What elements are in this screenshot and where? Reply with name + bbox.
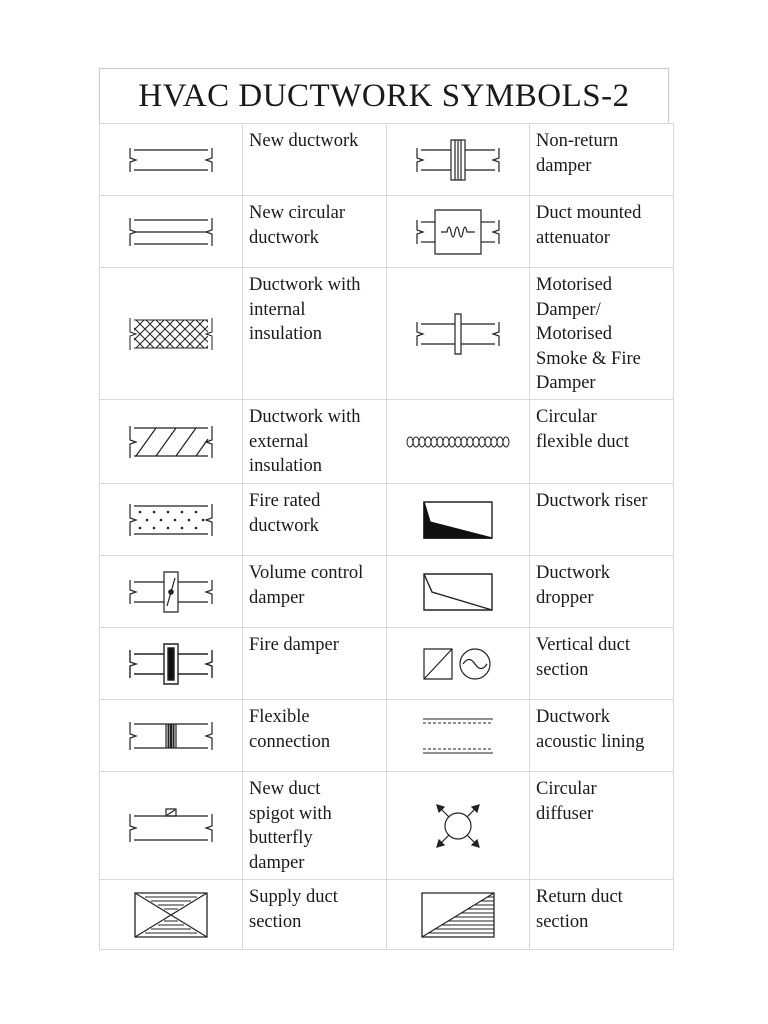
symbol-label: New duct spigot with butterfly damper — [249, 779, 332, 873]
label-cell — [530, 124, 674, 196]
symbol-cell — [100, 880, 243, 950]
table-row — [100, 484, 674, 556]
label-cell — [243, 556, 387, 628]
duct-mounted-attenuator-icon — [413, 208, 503, 256]
label-cell — [243, 400, 387, 484]
symbol-cell — [387, 772, 530, 880]
vertical-duct-section-icon — [422, 647, 494, 681]
symbol-label: Motorised Damper/ Motorised Smoke & Fire Damper — [536, 275, 641, 393]
symbol-label: Ductwork acoustic lining — [536, 707, 645, 752]
label-cell — [530, 628, 674, 700]
label-cell — [243, 700, 387, 772]
new-circular-ductwork-icon — [126, 212, 216, 252]
symbol-label: Volume control damper — [249, 563, 364, 608]
label-cell — [530, 484, 674, 556]
label-cell — [530, 400, 674, 484]
label-cell — [243, 484, 387, 556]
circular-flexible-duct-icon — [406, 435, 510, 449]
symbol-cell — [100, 124, 243, 196]
label-cell — [530, 880, 674, 950]
external-insulation-icon — [126, 424, 216, 460]
non-return-damper-icon — [413, 138, 503, 182]
label-cell — [243, 772, 387, 880]
label-cell — [530, 772, 674, 880]
label-cell — [530, 700, 674, 772]
volume-control-damper-icon — [126, 570, 216, 614]
symbol-cell — [387, 196, 530, 268]
symbol-cell — [100, 400, 243, 484]
symbol-cell — [100, 556, 243, 628]
new-ductwork-icon — [126, 140, 216, 180]
symbol-cell — [100, 484, 243, 556]
table-row — [100, 400, 674, 484]
symbol-label: Ductwork dropper — [536, 563, 610, 608]
symbol-label: Fire damper — [249, 635, 339, 655]
acoustic-lining-icon — [421, 716, 495, 756]
symbol-cell — [387, 700, 530, 772]
symbol-cell — [387, 628, 530, 700]
symbol-label: Ductwork with external insulation — [249, 407, 361, 476]
symbol-cell — [100, 628, 243, 700]
symbol-cell — [387, 268, 530, 400]
table-row — [100, 880, 674, 950]
symbol-label: Duct mounted attenuator — [536, 203, 642, 248]
symbol-cell — [100, 268, 243, 400]
symbol-cell — [100, 772, 243, 880]
symbol-label: Vertical duct section — [536, 635, 630, 680]
label-cell — [530, 268, 674, 400]
symbol-label: Non-return damper — [536, 131, 619, 176]
symbol-label: Flexible connection — [249, 707, 331, 752]
symbol-cell — [100, 196, 243, 268]
fire-damper-icon — [126, 642, 216, 686]
flexible-connection-icon — [126, 714, 216, 758]
symbol-label: Supply duct section — [249, 887, 338, 932]
label-cell — [243, 196, 387, 268]
symbol-label: Circular diffuser — [536, 779, 597, 824]
symbol-cell — [387, 556, 530, 628]
ductwork-dropper-icon — [422, 572, 494, 612]
label-cell — [243, 628, 387, 700]
motorised-damper-icon — [413, 312, 503, 356]
symbol-cell — [387, 484, 530, 556]
internal-insulation-icon — [126, 316, 216, 352]
title-box — [99, 68, 669, 123]
symbol-cell — [387, 400, 530, 484]
table-row — [100, 700, 674, 772]
symbol-label: Return duct section — [536, 887, 623, 932]
table-row — [100, 556, 674, 628]
ductwork-riser-icon — [422, 500, 494, 540]
label-cell — [243, 268, 387, 400]
symbol-cell — [100, 700, 243, 772]
symbol-label: New circular ductwork — [249, 203, 346, 248]
label-cell — [243, 880, 387, 950]
symbols-sheet — [99, 68, 669, 950]
supply-duct-section-icon — [133, 891, 209, 939]
symbol-label: Fire rated ductwork — [249, 491, 321, 536]
symbol-cell — [387, 124, 530, 196]
table-row — [100, 196, 674, 268]
fire-rated-ductwork-icon — [126, 502, 216, 538]
return-duct-section-icon — [420, 891, 496, 939]
label-cell — [243, 124, 387, 196]
symbols-table — [99, 123, 674, 950]
label-cell — [530, 196, 674, 268]
table-row — [100, 124, 674, 196]
symbol-label: Ductwork with internal insulation — [249, 275, 361, 344]
table-row — [100, 268, 674, 400]
symbol-label: Circular flexible duct — [536, 407, 629, 452]
table-row — [100, 772, 674, 880]
symbol-cell — [387, 880, 530, 950]
symbol-label: Ductwork riser — [536, 491, 648, 511]
page-title: HVAC DUCTWORK SYMBOLS-2 — [138, 77, 630, 114]
spigot-butterfly-damper-icon — [126, 806, 216, 846]
label-cell — [530, 556, 674, 628]
table-row — [100, 628, 674, 700]
symbol-label: New ductwork — [249, 131, 359, 151]
circular-diffuser-icon — [433, 801, 483, 851]
